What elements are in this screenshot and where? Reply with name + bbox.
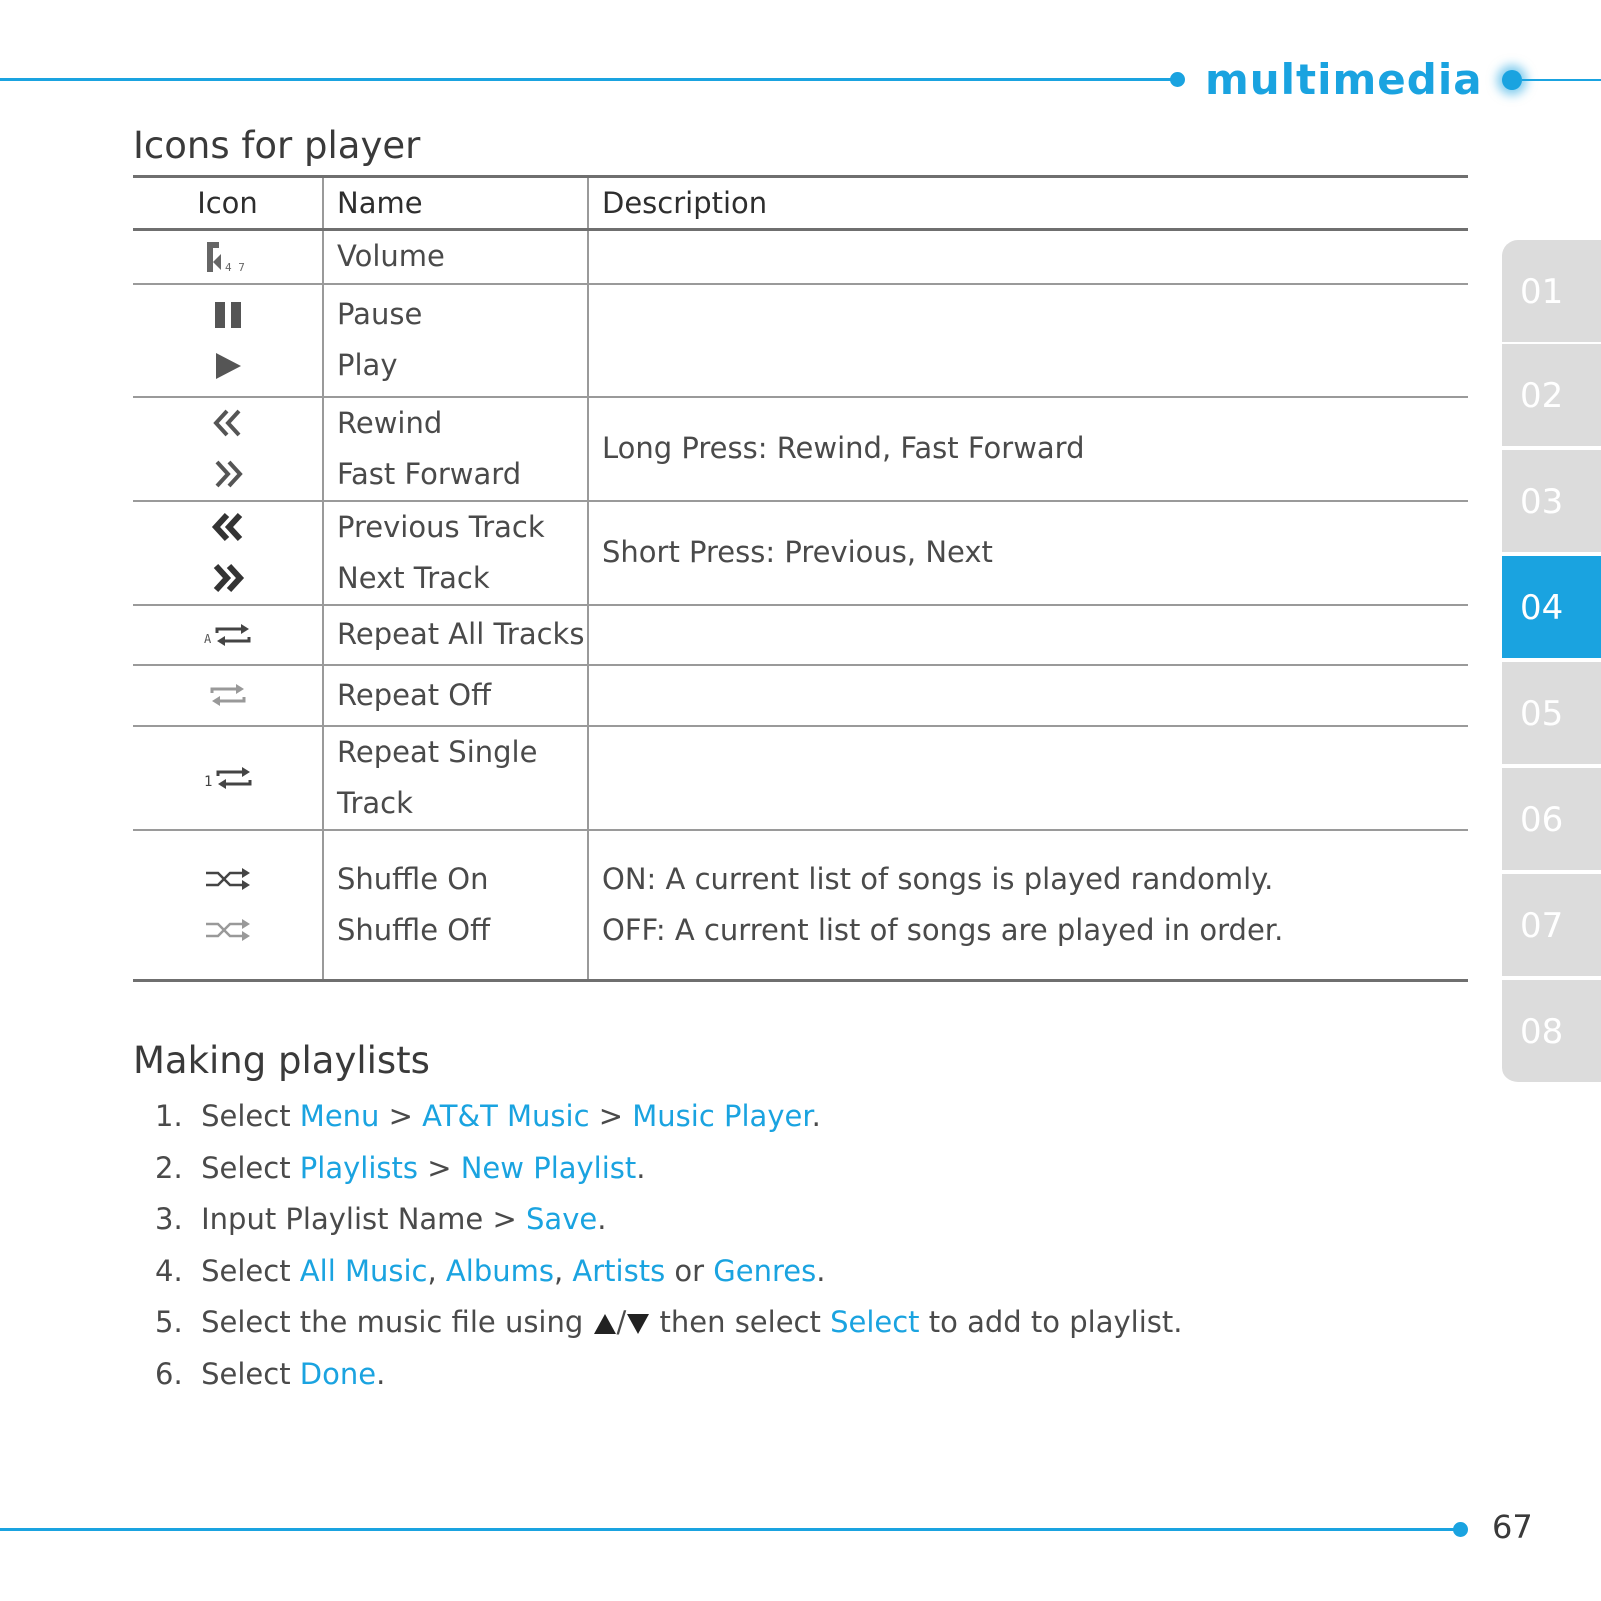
step-3: 3. Input Playlist Name > Save. bbox=[155, 1202, 607, 1236]
repeat-single-icon-label: 1 bbox=[203, 773, 212, 790]
header-glow-dot bbox=[1502, 70, 1522, 90]
playlists-link: Playlists bbox=[299, 1150, 418, 1185]
name-previous-track: Previous Track bbox=[337, 509, 545, 544]
footer-dot bbox=[1453, 1522, 1468, 1537]
all-music-link: All Music bbox=[299, 1253, 428, 1288]
repeat-single-icon bbox=[133, 752, 322, 803]
name-next-track: Next Track bbox=[337, 560, 490, 595]
description-cell bbox=[588, 501, 1468, 605]
name-rewind: Rewind bbox=[337, 405, 443, 440]
name-play: Play bbox=[337, 348, 398, 382]
name-cell bbox=[323, 605, 588, 665]
icon-cell bbox=[133, 501, 323, 605]
chapter-tab-07[interactable]: 07 bbox=[1502, 874, 1601, 978]
step-5: 5. Select the music file using / then select Select to add to playlist. bbox=[155, 1305, 1183, 1339]
icons-heading: Icons for player bbox=[133, 124, 421, 167]
shuffle-on-icon bbox=[133, 854, 322, 905]
step-number: 6. bbox=[155, 1356, 183, 1391]
step-number: 5. bbox=[155, 1305, 183, 1339]
next-track-icon bbox=[133, 553, 322, 604]
name-cell bbox=[323, 665, 588, 726]
description-prev-next: Short Press: Previous, Next bbox=[602, 535, 993, 569]
chapter-tab-08[interactable]: 08 bbox=[1502, 980, 1601, 1084]
table-header-row bbox=[133, 177, 1468, 230]
description-cell bbox=[588, 397, 1468, 501]
table-row bbox=[133, 726, 1468, 830]
fast-forward-icon bbox=[133, 449, 322, 500]
save-link: Save bbox=[526, 1202, 598, 1236]
name-cell bbox=[323, 230, 588, 284]
artists-link: Artists bbox=[572, 1253, 666, 1288]
shuffle-off-icon bbox=[133, 905, 322, 956]
step-6: 6. Select Done. bbox=[155, 1356, 386, 1391]
chapter-tab-06[interactable]: 06 bbox=[1502, 768, 1601, 872]
name-repeat-off: Repeat Off bbox=[337, 677, 492, 712]
description-cell bbox=[588, 284, 1468, 397]
table-row bbox=[133, 605, 1468, 665]
description-shuffle-off: OFF: A current list of songs are played in order. bbox=[602, 912, 1284, 947]
table-row bbox=[133, 230, 1468, 284]
description-cell bbox=[588, 830, 1468, 981]
col-header-name: Name bbox=[323, 177, 588, 230]
menu-link: Menu bbox=[299, 1099, 380, 1133]
step-number: 1. bbox=[155, 1099, 183, 1133]
name-cell bbox=[323, 284, 588, 397]
chapter-tab-02[interactable]: 02 bbox=[1502, 344, 1601, 448]
play-icon bbox=[133, 340, 322, 391]
col-header-description: Description bbox=[588, 177, 1468, 230]
icons-table bbox=[133, 175, 1468, 982]
repeat-all-icon-label: A bbox=[203, 631, 211, 646]
name-repeat-single-1: Repeat Single bbox=[337, 734, 538, 769]
new-playlist-link: New Playlist bbox=[460, 1150, 637, 1185]
col-header-icon: Icon bbox=[133, 177, 323, 230]
step-1: 1. Select Menu > AT&T Music > Music Player. bbox=[155, 1099, 821, 1133]
volume-icon bbox=[133, 231, 322, 282]
description-cell bbox=[588, 230, 1468, 284]
chapter-tab-05[interactable]: 05 bbox=[1502, 662, 1601, 766]
name-shuffle-on: Shuffle On bbox=[337, 861, 489, 896]
rewind-icon bbox=[133, 398, 322, 449]
chapter-tab-03[interactable]: 03 bbox=[1502, 450, 1601, 554]
icon-cell bbox=[133, 830, 323, 981]
playlists-heading: Making playlists bbox=[133, 1039, 430, 1082]
repeat-all-icon bbox=[133, 609, 322, 660]
description-cell bbox=[588, 726, 1468, 830]
up-arrow-icon bbox=[593, 1313, 617, 1335]
description-cell bbox=[588, 605, 1468, 665]
playlist-steps bbox=[155, 1092, 1182, 1401]
table-row bbox=[133, 397, 1468, 501]
table-row bbox=[133, 284, 1468, 397]
description-shuffle-on: ON: A current list of songs is played randomly. bbox=[602, 861, 1274, 896]
select-link: Select bbox=[830, 1305, 920, 1339]
description-cell bbox=[588, 665, 1468, 726]
header-dot bbox=[1170, 72, 1185, 87]
step-number: 4. bbox=[155, 1253, 183, 1288]
icon-cell bbox=[133, 726, 323, 830]
pause-icon bbox=[133, 289, 322, 340]
name-pause: Pause bbox=[337, 297, 423, 331]
name-volume: Volume bbox=[337, 239, 445, 274]
section-title: multimedia bbox=[1205, 55, 1483, 104]
chapter-tab-01[interactable]: 01 bbox=[1502, 240, 1601, 344]
footer-rule bbox=[0, 1528, 1462, 1531]
step-2: 2. Select Playlists > New Playlist. bbox=[155, 1150, 646, 1185]
music-player-link: Music Player bbox=[632, 1099, 812, 1133]
icon-cell bbox=[133, 605, 323, 665]
table-row bbox=[133, 501, 1468, 605]
name-repeat-single-2: Track bbox=[337, 785, 413, 820]
name-cell bbox=[323, 397, 588, 501]
step-number: 2. bbox=[155, 1150, 183, 1185]
repeat-off-icon bbox=[133, 670, 322, 721]
volume-icon-label: 4 7 bbox=[224, 260, 245, 274]
description-rewind-ff: Long Press: Rewind, Fast Forward bbox=[602, 431, 1085, 465]
name-repeat-all: Repeat All Tracks bbox=[337, 617, 585, 651]
done-link: Done bbox=[299, 1356, 377, 1391]
step-number: 3. bbox=[155, 1202, 183, 1236]
name-cell bbox=[323, 501, 588, 605]
icon-cell bbox=[133, 665, 323, 726]
genres-link: Genres bbox=[713, 1253, 817, 1288]
icon-cell bbox=[133, 230, 323, 284]
name-cell bbox=[323, 726, 588, 830]
name-fast-forward: Fast Forward bbox=[337, 456, 522, 491]
header-rule bbox=[0, 78, 1178, 81]
icon-cell bbox=[133, 284, 323, 397]
previous-track-icon bbox=[133, 502, 322, 553]
down-arrow-icon bbox=[626, 1313, 650, 1335]
table-row bbox=[133, 830, 1468, 981]
icon-cell bbox=[133, 397, 323, 501]
name-shuffle-off: Shuffle Off bbox=[337, 912, 491, 947]
table-row bbox=[133, 665, 1468, 726]
chapter-tab-04[interactable]: 04 bbox=[1502, 556, 1601, 660]
page-number: 67 bbox=[1492, 1508, 1533, 1546]
name-cell bbox=[323, 830, 588, 981]
header-glow-rule bbox=[1522, 79, 1601, 81]
albums-link: Albums bbox=[445, 1253, 554, 1288]
att-music-link: AT&T Music bbox=[422, 1099, 590, 1133]
step-4: 4. Select All Music, Albums, Artists or Genres. bbox=[155, 1253, 826, 1288]
